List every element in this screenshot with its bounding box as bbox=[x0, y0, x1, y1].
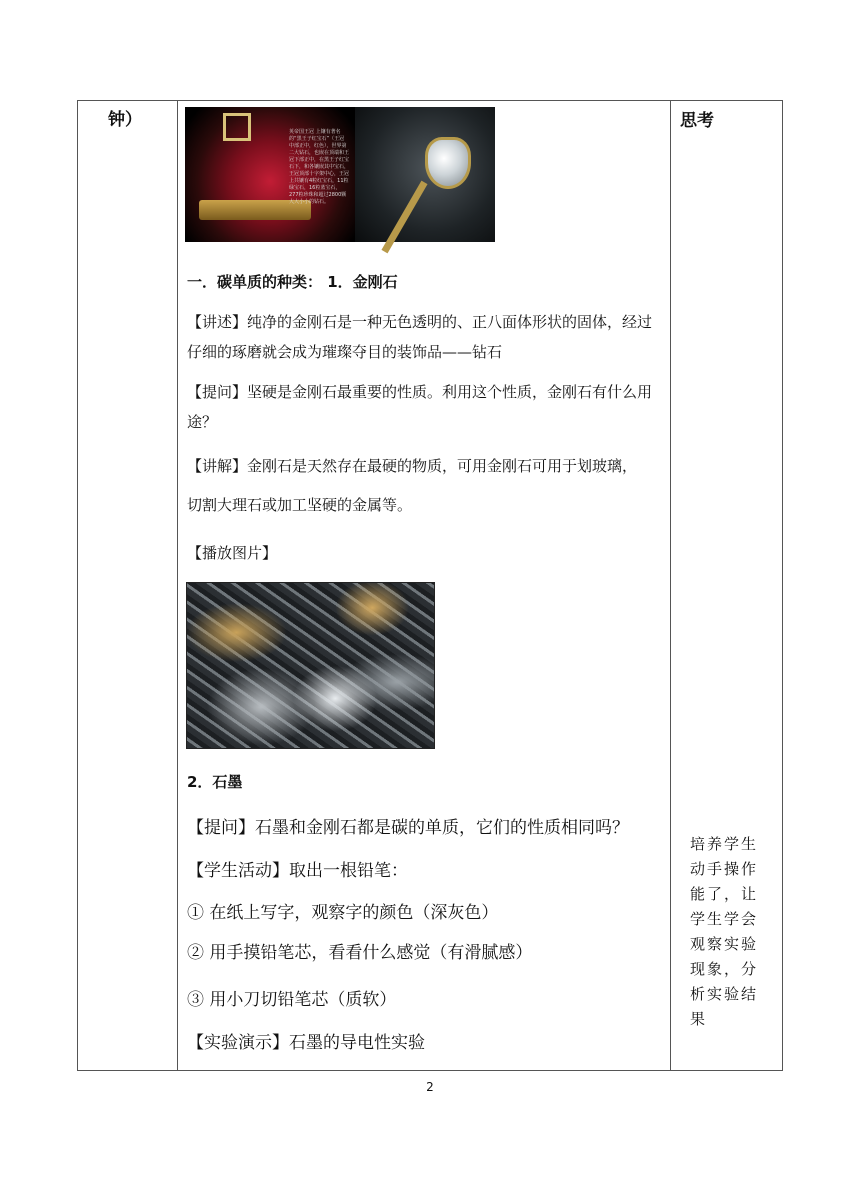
activity-item-2: ② 用手摸铅笔芯，看看什么感觉（有滑腻感） bbox=[187, 943, 533, 963]
design-intent-note: 培养学生动手操作能了，让学生学会观察实验现象，分析实验结果 bbox=[690, 835, 759, 1028]
student-activity: 【学生活动】取出一根铅笔： bbox=[187, 861, 408, 881]
crown-photo bbox=[185, 107, 355, 242]
paragraph-explanation-cont: 切割大理石或加工坚硬的金属等。 bbox=[187, 496, 413, 514]
play-picture-label: 【播放图片】 bbox=[187, 544, 278, 562]
activity-item-1: ① 在纸上写字，观察字的颜色（深灰色） bbox=[187, 903, 499, 923]
question-graphite: 【提问】石墨和金刚石都是碳的单质，它们的性质相同吗？ bbox=[187, 818, 629, 838]
column-divider bbox=[177, 101, 178, 1070]
page-number: 2 bbox=[426, 1080, 434, 1094]
diamond-gem bbox=[425, 137, 471, 189]
graphite-image bbox=[186, 582, 435, 749]
lesson-table bbox=[77, 100, 783, 1071]
column-divider bbox=[670, 101, 671, 1070]
paragraph-explanation: 【讲解】金刚石是天然存在最硬的物质，可用金刚石可用于划玻璃， bbox=[187, 457, 638, 475]
cross-ornament bbox=[223, 113, 251, 141]
scepter-rod bbox=[381, 181, 427, 254]
student-activity-heading: 思考 bbox=[680, 111, 714, 131]
crown-image bbox=[185, 107, 495, 242]
experiment-demo: 【实验演示】石墨的导电性实验 bbox=[187, 1033, 425, 1053]
paragraph-narration: 【讲述】纯净的金刚石是一种无色透明的、正八面体形状的固体，经过仔细的琢磨就会成为璀璨夺目的装饰品——钻石 bbox=[187, 313, 653, 361]
time-column-text: 钟） bbox=[108, 110, 142, 130]
section-heading-diamond: 一．碳单质的种类： 1．金刚石 bbox=[187, 273, 398, 291]
scepter-photo bbox=[355, 107, 495, 242]
activity-item-3: ③ 用小刀切铅笔芯（质软） bbox=[187, 990, 397, 1010]
crown-caption: 英帝国王冠 上镶有著名的“黑王子红宝石”（王冠中部正中，红色），世界第二大钻石，也嵌在顶端和王冠下部正中，在黑王子红宝石下，和各镶嵌其中宝石，王冠顶部十字架中心，王冠上共镶有4粒红宝石，11粒绿宝石，16粒蓝宝石，277粒珍珠和超过2800颗大大小小的钻石。 bbox=[289, 129, 350, 205]
section-heading-graphite: 2．石墨 bbox=[187, 773, 243, 791]
paragraph-question: 【提问】坚硬是金刚石最重要的性质。利用这个性质，金刚石有什么用途？ bbox=[187, 383, 653, 431]
